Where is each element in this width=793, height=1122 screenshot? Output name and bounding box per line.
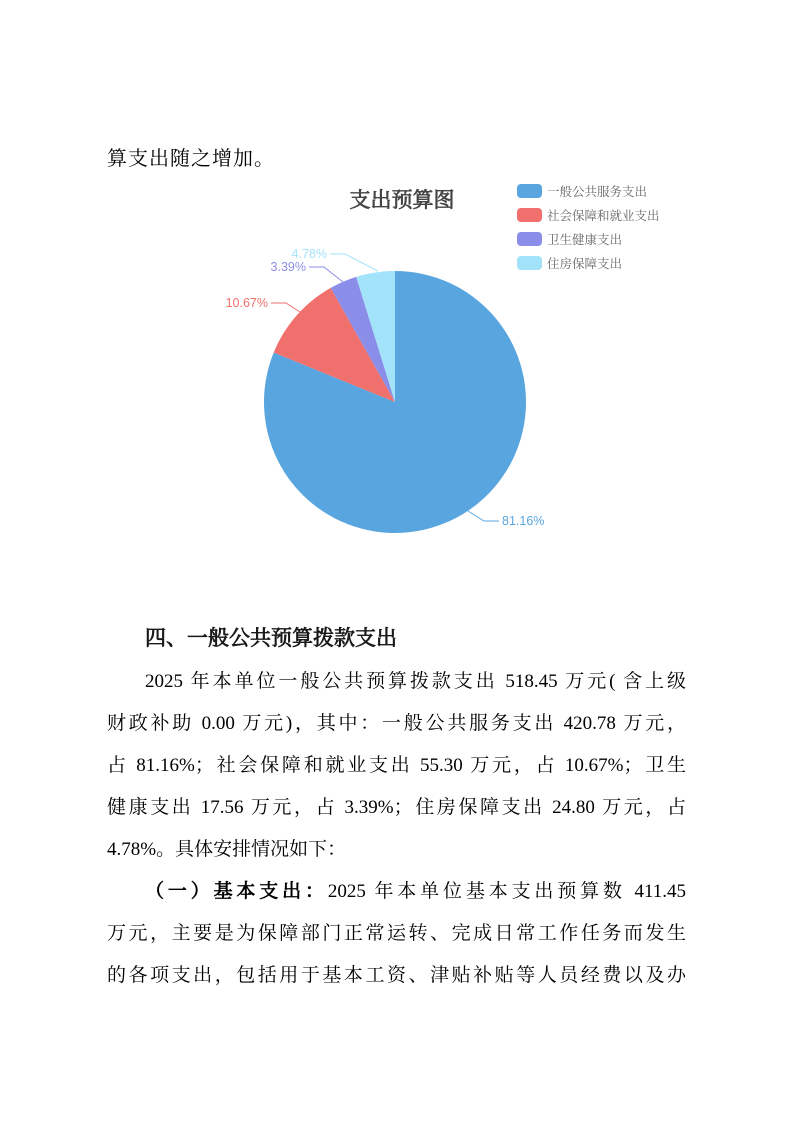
legend-item-health[interactable] <box>517 232 660 246</box>
paragraph-line: 2025 年本单位一般公共预算拨款支出 518.45 万元( 含上级 <box>145 671 686 692</box>
legend-swatch-icon <box>517 232 542 246</box>
paragraph-text: 2025 年本单位基本支出预算数 411.45 <box>327 881 686 902</box>
expenditure-pie-chart <box>210 238 610 538</box>
chart-legend <box>517 184 660 280</box>
pie-percent-label: 3.39% <box>270 260 306 274</box>
legend-item-social-security-employment[interactable] <box>517 208 660 222</box>
paragraph-line: 万元，主要是为保障部门正常运转、完成日常工作任务而发生 <box>107 923 686 944</box>
body-text <box>107 661 686 997</box>
pie-label-line <box>468 511 499 521</box>
paragraph-line: 4.78%。具体安排情况如下： <box>107 839 347 860</box>
pie-label-line <box>309 267 343 282</box>
legend-label: 一般公共服务支出 <box>547 185 648 199</box>
legend-item-general-public-services[interactable] <box>517 184 660 198</box>
paragraph-line: 的各项支出，包括用于基本工资、津贴补贴等人员经费以及办 <box>107 965 686 986</box>
pie-percent-label: 81.16% <box>502 514 545 528</box>
pie-label-line <box>330 254 378 271</box>
intro-text: 算支出随之增加。 <box>107 148 275 170</box>
legend-item-housing-security[interactable] <box>517 256 660 270</box>
legend-label: 住房保障支出 <box>547 257 623 271</box>
pie-percent-label: 10.67% <box>225 296 268 310</box>
legend-swatch-icon <box>517 256 542 270</box>
legend-swatch-icon <box>517 208 542 222</box>
paragraph-line: 占 81.16%；社会保障和就业支出 55.30 万元，占 10.67%；卫生 <box>107 755 686 776</box>
paragraph-line: 健康支出 17.56 万元，占 3.39%；住房保障支出 24.80 万元，占 <box>107 797 686 818</box>
legend-swatch-icon <box>517 184 542 198</box>
pie-percent-label: 4.78% <box>291 247 327 261</box>
chart-title: 支出预算图 <box>349 189 455 212</box>
section-heading: 四、一般公共预算拨款支出 <box>145 627 397 650</box>
legend-label: 社会保障和就业支出 <box>547 209 660 223</box>
paragraph-line: 财政补助 0.00 万元)，其中：一般公共服务支出 420.78 万元， <box>107 713 686 734</box>
pie-label-line <box>271 303 300 312</box>
legend-label: 卫生健康支出 <box>547 233 623 247</box>
paragraph-lead-bold: （一）基本支出： <box>145 881 328 902</box>
paragraph-line <box>107 871 686 913</box>
